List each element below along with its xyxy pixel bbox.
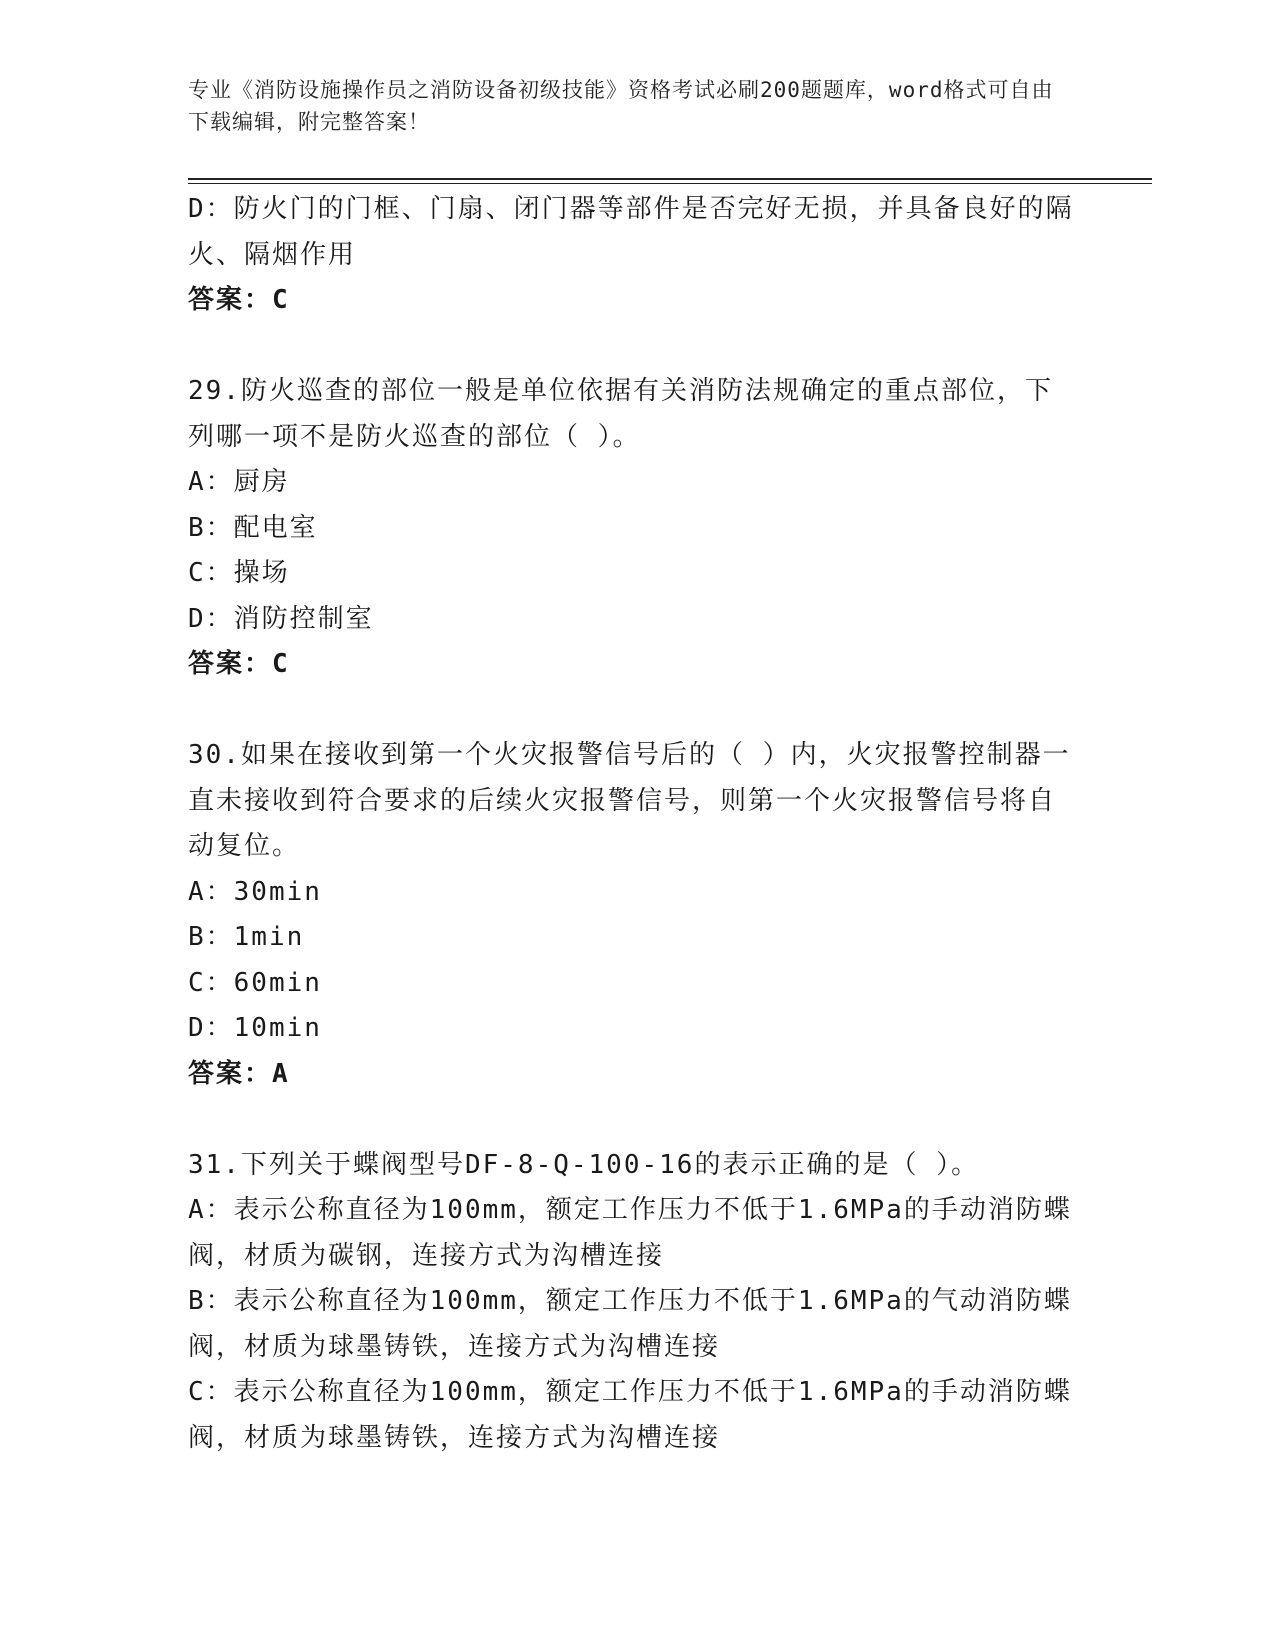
option-c: C：操场 xyxy=(188,558,290,588)
spacer xyxy=(188,688,1078,734)
question-stem: 31.下列关于蝶阀型号DF-8-Q-100-16的表示正确的是（ ）。 xyxy=(188,1149,980,1180)
answer: 答案：C xyxy=(188,649,290,679)
question-content xyxy=(188,187,1078,1461)
option-a: A：30min xyxy=(188,876,322,907)
question-31 xyxy=(188,1143,1078,1462)
answer: 答案：A xyxy=(188,1058,290,1089)
option-c: C：表示公称直径为100mm，额定工作压力不低于1.6MPa的手动消防蝶阀，材质为球墨铸铁，连接方式为沟槽连接 xyxy=(188,1377,1072,1453)
option-a: A：表示公称直径为100mm，额定工作压力不低于1.6MPa的手动消防蝶阀，材质为碳钢，连接方式为沟槽连接 xyxy=(188,1195,1072,1271)
option-d: D：10min xyxy=(188,1013,322,1043)
question-29 xyxy=(188,369,1078,688)
header-divider-thick xyxy=(188,178,1152,180)
option-b: B：1min xyxy=(188,922,305,952)
spacer xyxy=(188,1097,1078,1143)
header-divider-thin xyxy=(188,183,1152,184)
prev-answer: 答案：C xyxy=(188,285,290,315)
option-b: B：表示公称直径为100mm，额定工作压力不低于1.6MPa的气动消防蝶阀，材质为球墨铸铁，连接方式为沟槽连接 xyxy=(188,1286,1072,1362)
document-header: 专业《消防设施操作员之消防设备初级技能》资格考试必刷200题题库，word格式可自由下载编辑，附完整答案！ xyxy=(188,78,1054,134)
option-b: B：配电室 xyxy=(188,512,318,543)
spacer xyxy=(188,324,1078,370)
question-30 xyxy=(188,733,1078,1097)
question-stem: 29.防火巡查的部位一般是单位依据有关消防法规确定的重点部位，下列哪一项不是防火巡查的部位（ ）。 xyxy=(188,376,1053,452)
question-stem: 30.如果在接收到第一个火灾报警信号后的（ ）内，火灾报警控制器一直未接收到符合要求的后续火灾报警信号，则第一个火灾报警信号将自动复位。 xyxy=(188,740,1071,861)
option-c: C：60min xyxy=(188,967,322,998)
option-d: D：消防控制室 xyxy=(188,603,374,634)
option-a: A：厨房 xyxy=(188,467,290,497)
prev-option-d: D：防火门的门框、门扇、闭门器等部件是否完好无损，并具备良好的隔火、隔烟作用 xyxy=(188,194,1074,270)
